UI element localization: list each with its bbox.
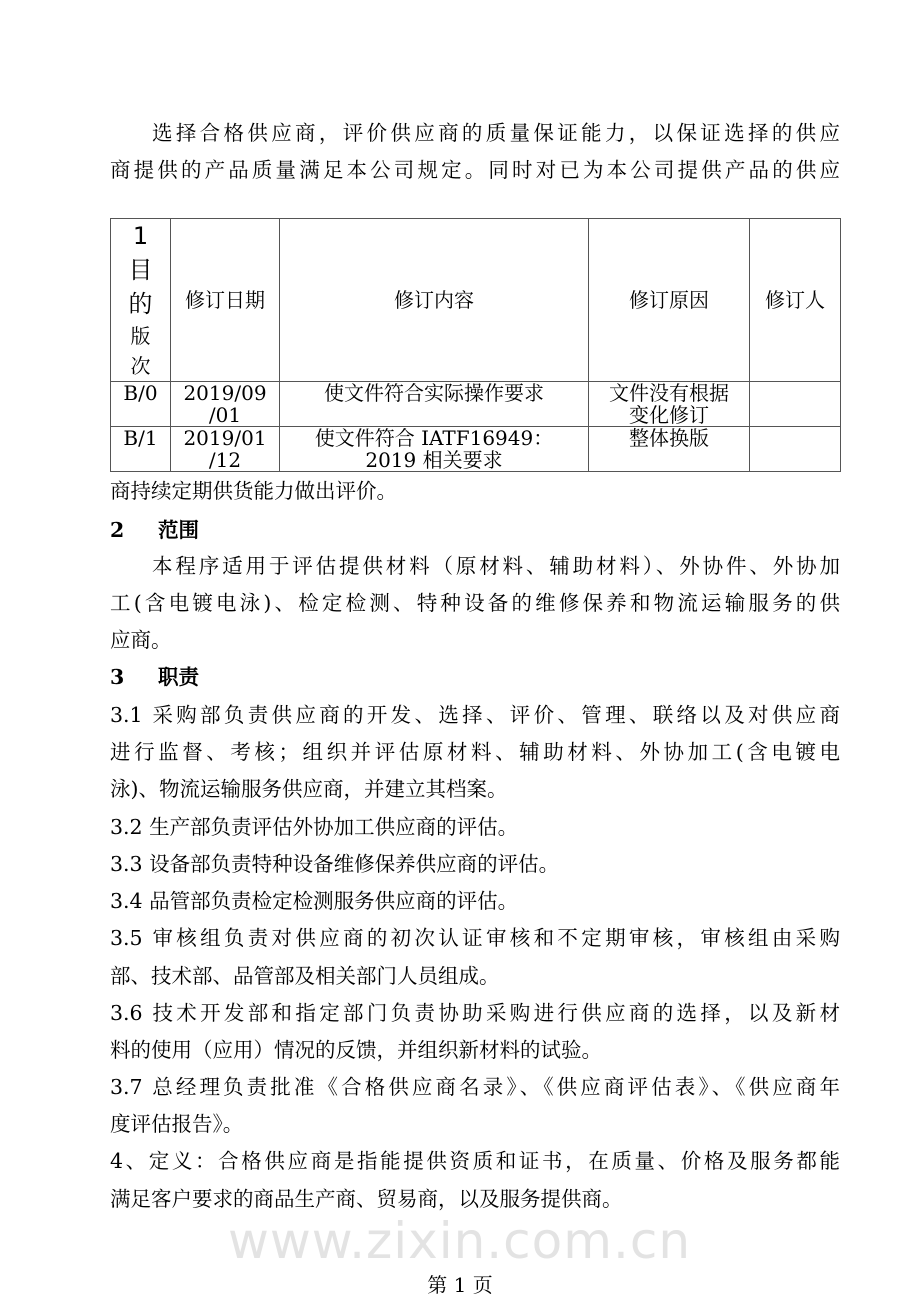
- section-number: 3: [110, 665, 125, 689]
- intro-line-1: 选择合格供应商，评价供应商的质量保证能力，以保证选择的供应: [152, 121, 840, 145]
- table-row: [111, 427, 841, 472]
- date-header: 修订日期: [171, 219, 280, 382]
- revision-table: [110, 218, 841, 472]
- body-line: 满足客户要求的商品生产商、贸易商，以及服务提供商。: [110, 1187, 623, 1211]
- body-line: 3.4 品管部负责检定检测服务供应商的评估。: [110, 889, 519, 913]
- scope-line-1: 本程序适用于评估提供材料（原材料、辅助材料）、外协件、外协加: [152, 554, 840, 578]
- scope-line-2: 工(含电镀电泳)、检定检测、特种设备的维修保养和物流运输服务的供: [110, 591, 840, 615]
- body-line: 3.2 生产部负责评估外协加工供应商的评估。: [110, 815, 519, 839]
- date-cell: [171, 427, 280, 472]
- body-line: 3.3 设备部负责特种设备维修保养供应商的评估。: [110, 852, 560, 876]
- content-text: 2019 相关要求: [365, 448, 503, 472]
- section-2-heading: [110, 517, 840, 543]
- header-char: 版: [130, 324, 151, 348]
- header-char: 目: [128, 256, 153, 284]
- body-line: 度评估报告》。: [110, 1112, 244, 1136]
- version-header: [111, 219, 171, 382]
- person-cell: [750, 427, 841, 472]
- body-line: 进行监督、考核；组织并评估原材料、辅助材料、外协加工(含电镀电: [110, 740, 840, 764]
- reason-text: 文件没有根据: [609, 381, 729, 405]
- header-char: 1: [132, 222, 149, 250]
- date-part: 2019/01: [183, 426, 267, 450]
- content-text: 使文件符合 IATF16949：: [314, 426, 554, 450]
- scope-line-3: 应商。: [110, 628, 172, 652]
- body-line: 料的使用（应用）情况的反馈，并组织新材料的试验。: [110, 1038, 602, 1062]
- section-title: 范围: [158, 518, 199, 542]
- body-line: 3.6 技术开发部和指定部门负责协助采购进行供应商的选择，以及新材: [110, 1001, 840, 1025]
- header-char: 的: [128, 290, 153, 318]
- page-footer: 第 1 页: [427, 1273, 493, 1297]
- version-cell: B/0: [111, 382, 171, 427]
- reason-text: 变化修订: [629, 403, 709, 427]
- watermark: www.zixin.com.cn: [228, 1212, 692, 1270]
- reason-cell: [589, 382, 750, 427]
- section-number: 2: [110, 518, 125, 542]
- content-cell: [280, 427, 589, 472]
- date-cell: [171, 382, 280, 427]
- body-line: 4、定义：合格供应商是指能提供资质和证书，在质量、价格及服务都能: [110, 1149, 840, 1173]
- section-title: 职责: [158, 665, 199, 689]
- reason-header: 修订原因: [589, 219, 750, 382]
- content-text: 使文件符合实际操作要求: [324, 381, 544, 405]
- body-line: 泳)、物流运输服务供应商，并建立其档案。: [110, 777, 508, 801]
- person-cell: [750, 382, 841, 427]
- content-cell: [280, 382, 589, 427]
- version-cell: B/1: [111, 427, 171, 472]
- date-part: 2019/09: [183, 381, 267, 405]
- content-header: 修订内容: [280, 219, 589, 382]
- reason-text: 整体换版: [629, 426, 709, 450]
- body-line: 3.5 审核组负责对供应商的初次认证审核和不定期审核，审核组由采购: [110, 926, 840, 950]
- table-row: [111, 382, 841, 427]
- date-part: /01: [208, 403, 242, 427]
- section-3-heading: [110, 664, 840, 690]
- intro-line-2: 商提供的产品质量满足本公司规定。同时对已为本公司提供产品的供应: [110, 158, 840, 182]
- body-line: 3.1 采购部负责供应商的开发、选择、评价、管理、联络以及对供应商: [110, 703, 840, 727]
- body-line: 3.7 总经理负责批准《合格供应商名录》、《供应商评估表》、《供应商年: [110, 1075, 840, 1099]
- intro-continuation: 商持续定期供货能力做出评价。: [110, 479, 397, 503]
- reason-cell: [589, 427, 750, 472]
- header-char: 次: [130, 354, 151, 378]
- date-part: /12: [208, 448, 242, 472]
- person-header: 修订人: [750, 219, 841, 382]
- body-line: 部、技术部、品管部及相关部门人员组成。: [110, 964, 500, 988]
